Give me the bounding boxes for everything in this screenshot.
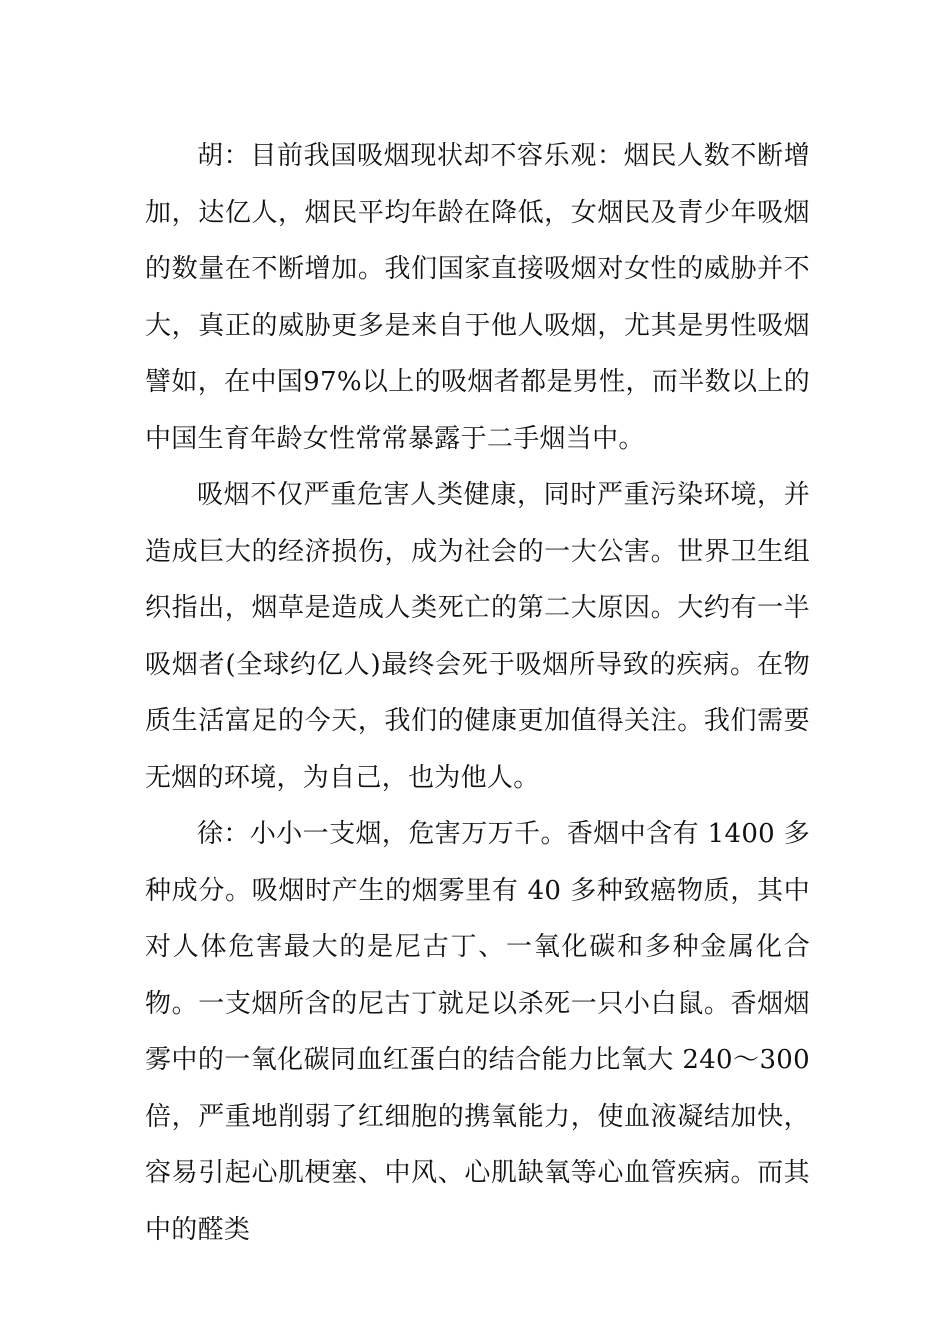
paragraph-xu-cigarette-components: 徐：小小一支烟，危害万万千。香烟中含有 1400 多种成分。吸烟时产生的烟雾里有 40 多种致癌物质，其中对人体危害最大的是尼古丁、一氧化碳和多种金属化合物。一支烟所含的尼古丁就足以杀死一只小白鼠。香烟烟雾中的一氧化碳同血红蛋白的结合能力比氧大 240～300 倍，严重地削弱了红细胞的携氧能力，使血液凝结加快，容易引起心肌梗塞、中风、心肌缺氧等心血管疾病。而其中的醛类	[145, 819, 810, 1245]
paragraph-smoking-harm: 吸烟不仅严重危害人类健康，同时严重污染环境，并造成巨大的经济损伤，成为社会的一大公害。世界卫生组织指出，烟草是造成人类死亡的第二大原因。大约有一半吸烟者(全球约亿人)最终会死于吸烟所导致的疾病。在物质生活富足的今天，我们的健康更加值得关注。我们需要无烟的环境，为自己，也为他人。	[145, 480, 810, 793]
paragraph-hu-smoking-status: 胡：目前我国吸烟现状却不容乐观：烟民人数不断增加，达亿人，烟民平均年龄在降低，女烟民及青少年吸烟的数量在不断增加。我们国家直接吸烟对女性的威胁并不大，真正的威胁更多是来自于他人吸烟，尤其是男性吸烟譬如，在中国97%以上的吸烟者都是男性，而半数以上的中国生育年龄女性常常暴露于二手烟当中。	[145, 141, 810, 454]
